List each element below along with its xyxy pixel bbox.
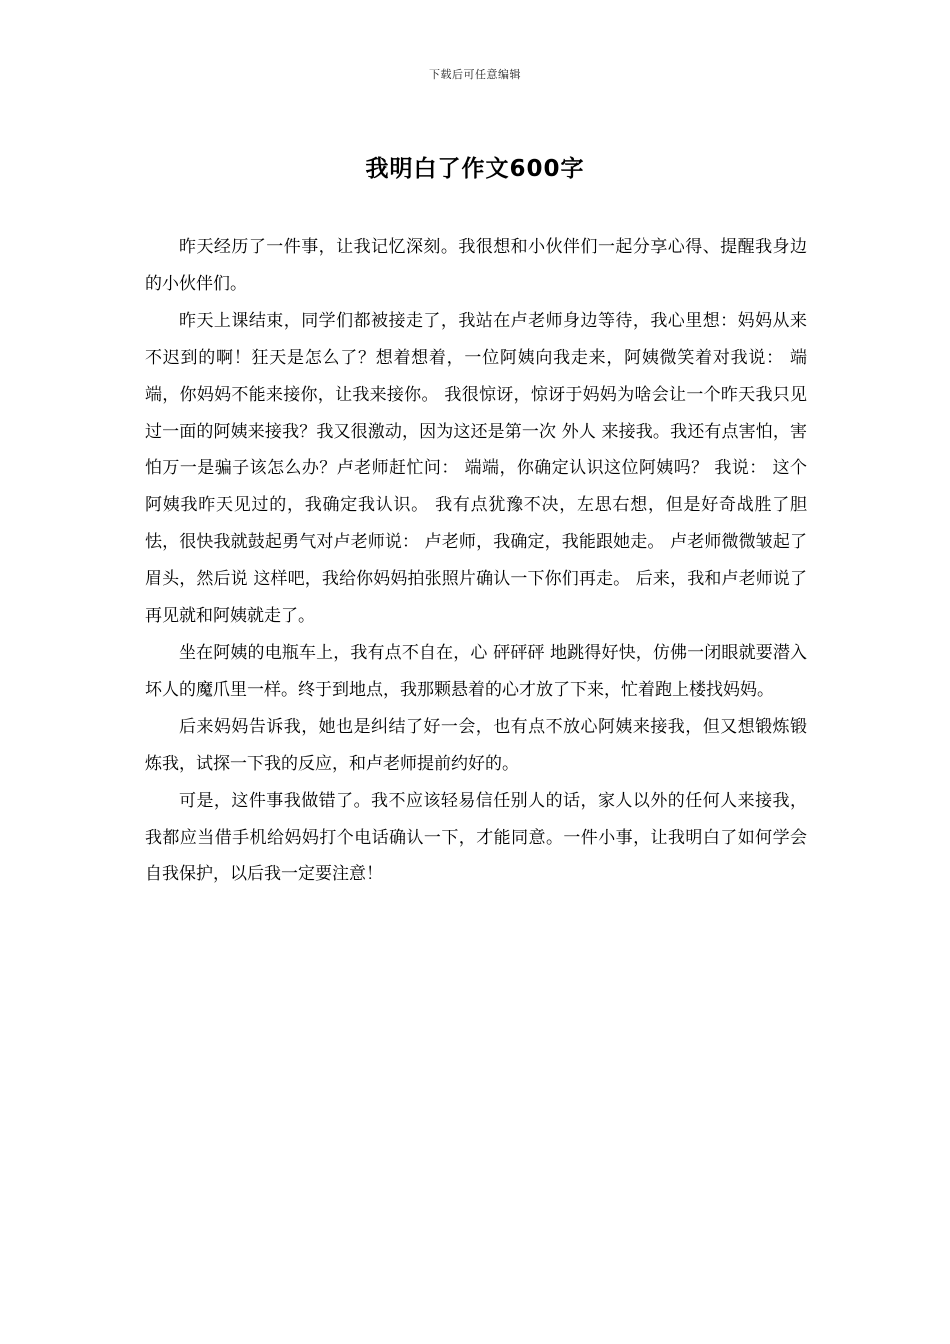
paragraph-4: 后来妈妈告诉我，她也是纠结了好一会，也有点不放心阿姨来接我，但又想锻炼锻炼我，试探一下我的反应，和卢老师提前约好的。 (145, 716, 807, 774)
paragraph-2: 昨天上课结束，同学们都被接走了，我站在卢老师身边等待，我心里想：妈妈从来不迟到的啊！狂天是怎么了？想着想着，一位阿姨向我走来，阿姨微笑着对我说： 端端，你妈妈不能来接你，让我来接你。 我很惊讶，惊讶于妈妈为啥会让一个昨天我只见过一面的阿姨来接我？我又很激动，因为这还是第一次 外人 来接我。我还有点害怕，害怕万一是骗子该怎么办？卢老师赶忙问： 端端，你确定认识这位阿姨吗？ 我说： 这个阿姨我昨天见过的，我确定我认识。 我有点犹豫不决，左思右想，但是好奇战胜了胆怯，很快我就鼓起勇气对卢老师说： 卢老师，我确定，我能跟她走。 卢老师微微皱起了眉头，然后说 这样吧，我给你妈妈拍张照片确认一下你们再走。 后来，我和卢老师说了再见就和阿姨就走了。 (145, 310, 807, 627)
paragraph-1: 昨天经历了一件事，让我记忆深刻。我很想和小伙伴们一起分享心得、提醒我身边的小伙伴们。 (145, 237, 807, 294)
paragraph-3: 坐在阿姨的电瓶车上，我有点不自在，心 砰砰砰 地跳得好快，仿佛一闭眼就要潜入坏人的魔爪里一样。终于到地点，我那颗悬着的心才放了下来，忙着跑上楼找妈妈。 (145, 642, 807, 700)
header-note: 下载后可任意编辑 (429, 68, 521, 81)
document-body (145, 229, 807, 893)
document-title: 我明白了作文600字 (365, 156, 585, 182)
paragraph-5: 可是，这件事我做错了。我不应该轻易信任别人的话，家人以外的任何人来接我，我都应当借手机给妈妈打个电话确认一下，才能同意。一件小事，让我明白了如何学会自我保护，以后我一定要注意！ (145, 790, 807, 885)
